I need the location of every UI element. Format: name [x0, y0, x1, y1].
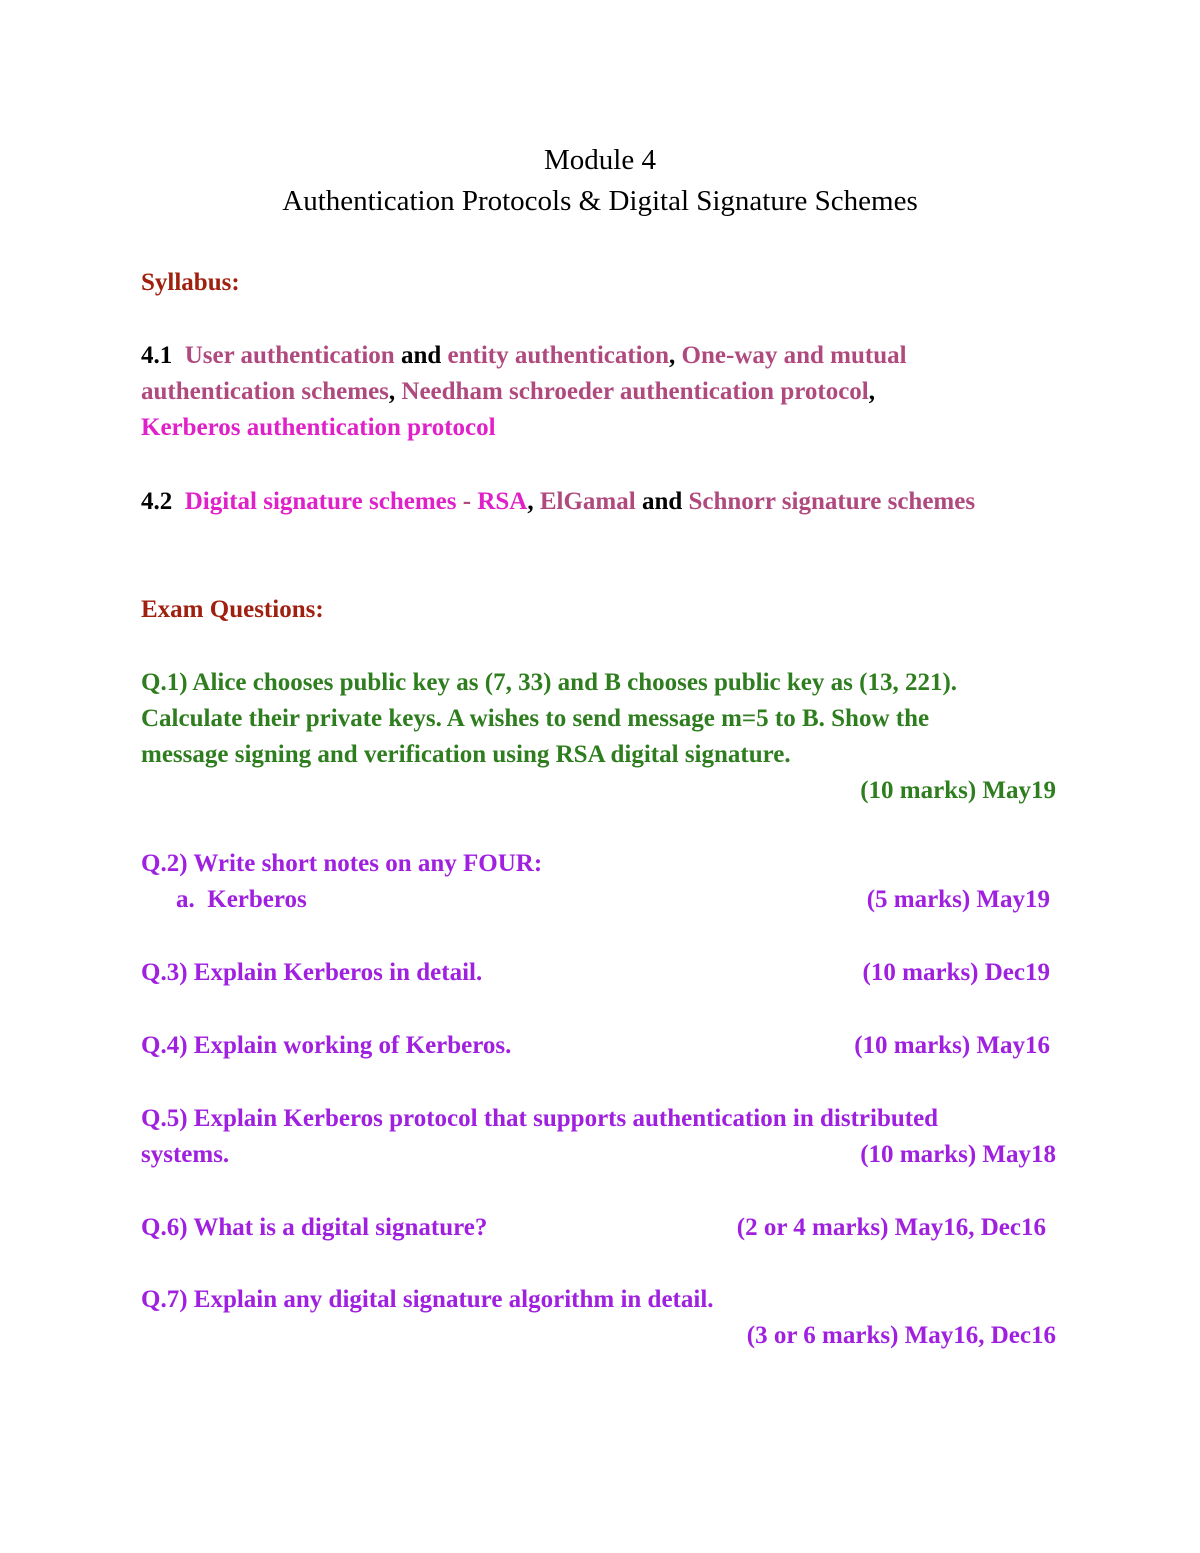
- question-1-line1: Q.1) Alice chooses public key as (7, 33) and B chooses public key as (13, 221).: [141, 669, 958, 696]
- topic-elgamal: ElGamal: [539, 488, 636, 515]
- exam-questions-heading: Exam Questions:: [141, 596, 324, 623]
- syllabus-item-4-1-line2: [141, 377, 875, 407]
- question-6: Q.6) What is a digital signature?: [141, 1214, 488, 1241]
- conjunction: and: [400, 342, 442, 369]
- question-5-line1: Q.5) Explain Kerberos protocol that supports authentication in distributed: [141, 1105, 939, 1132]
- topic-authentication-schemes: authentication schemes: [141, 378, 389, 405]
- question-2-line1: Q.2) Write short notes on any FOUR:: [141, 850, 543, 877]
- conjunction: and: [641, 488, 683, 515]
- module-number: Module 4: [544, 144, 656, 176]
- separator: ,: [669, 342, 676, 369]
- separator: ,: [868, 378, 875, 405]
- question-1-line2: Calculate their private keys. A wishes to send message m=5 to B. Show the: [141, 705, 930, 732]
- list-marker: a.: [176, 886, 195, 913]
- topic-digital-signature-schemes: Digital signature schemes: [184, 488, 457, 515]
- section-number: 4.2: [141, 488, 173, 515]
- question-1-marks: (10 marks) May19: [860, 777, 1056, 804]
- question-5-line2: systems.: [141, 1141, 230, 1168]
- list-item-text: Kerberos: [207, 886, 307, 913]
- question-6-marks: (2 or 4 marks) May16, Dec16: [736, 1214, 1046, 1241]
- topic-rsa: RSA: [477, 488, 528, 515]
- page-title: Authentication Protocols & Digital Signature Schemes: [282, 185, 918, 217]
- question-4: Q.4) Explain working of Kerberos.: [141, 1032, 512, 1059]
- topic-schnorr: Schnorr signature schemes: [688, 488, 976, 515]
- question-3: Q.3) Explain Kerberos in detail.: [141, 959, 483, 986]
- separator: -: [456, 488, 478, 515]
- question-3-marks: (10 marks) Dec19: [862, 959, 1050, 986]
- question-2-marks: (5 marks) May19: [866, 886, 1050, 913]
- question-2-item-a: [176, 885, 307, 915]
- separator: ,: [388, 378, 396, 405]
- topic-one-way-mutual: One-way and mutual: [681, 342, 907, 369]
- question-4-marks: (10 marks) May16: [854, 1032, 1050, 1059]
- section-number: 4.1: [141, 342, 173, 369]
- syllabus-item-4-1-line1: [141, 341, 907, 371]
- topic-needham-schroeder: Needham schroeder authentication protocol: [401, 378, 869, 405]
- question-1-line3: message signing and verification using RSA digital signature.: [141, 741, 791, 768]
- separator: ,: [527, 488, 534, 515]
- question-7-line1: Q.7) Explain any digital signature algorithm in detail.: [141, 1286, 714, 1313]
- topic-user-authentication: User authentication: [184, 342, 395, 369]
- syllabus-heading: Syllabus:: [141, 269, 240, 296]
- topic-kerberos-protocol: Kerberos authentication protocol: [141, 414, 496, 441]
- question-5-marks: (10 marks) May18: [860, 1141, 1056, 1168]
- topic-entity-authentication: entity authentication: [447, 342, 670, 369]
- syllabus-item-4-2: [141, 487, 975, 517]
- question-7-marks: (3 or 6 marks) May16, Dec16: [746, 1322, 1056, 1349]
